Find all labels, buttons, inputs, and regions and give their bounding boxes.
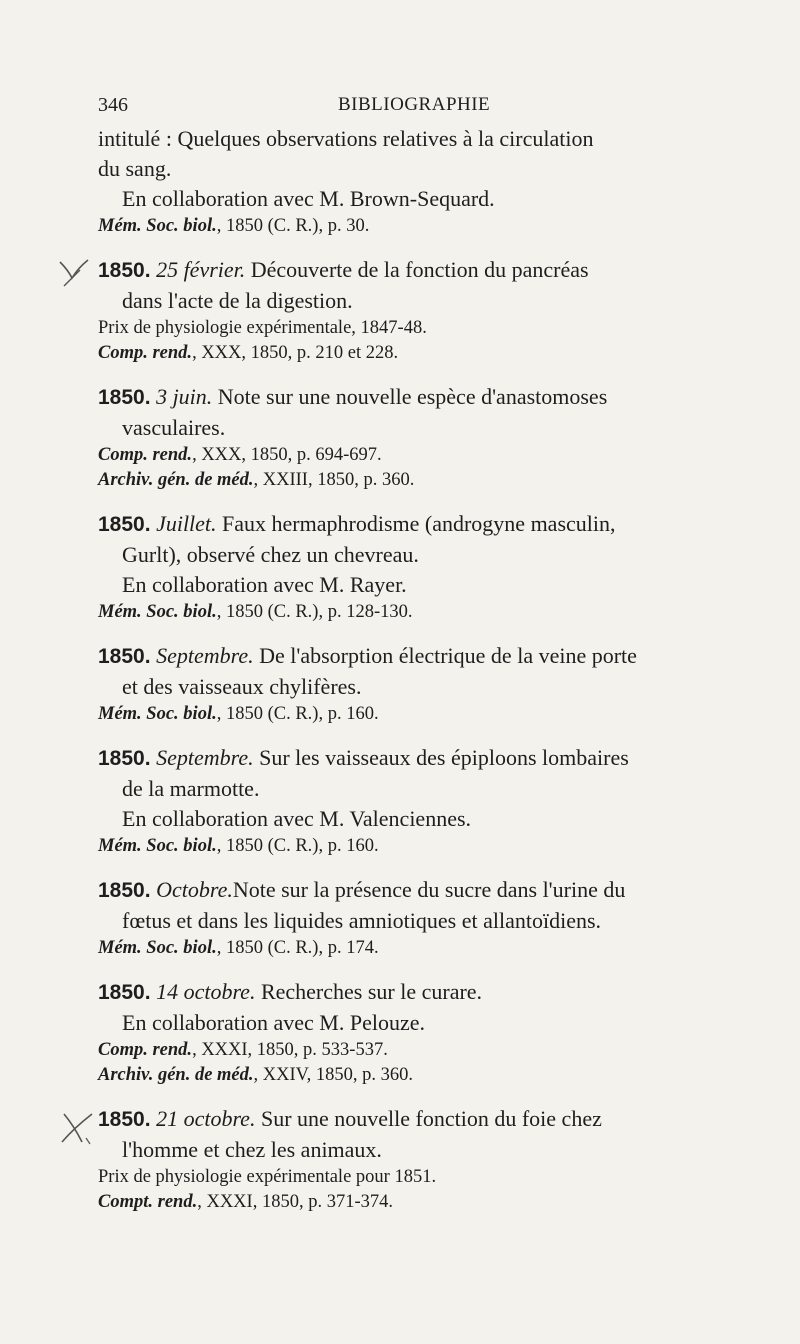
reference: Archiv. gén. de méd., XXIV, 1850, p. 360. [98,1065,413,1085]
bibliography-entry: 1850. Juillet. Faux hermaphrodisme (androgyne masculin, Gurlt), observé chez un chevreau. En collaboration avec M. Rayer. Mém. Soc. biol., 1850 (C. R.), p. 128-130. [98,509,728,625]
pencil-cross-mark-icon [56,1108,98,1150]
entry-date: Octobre. [156,877,233,902]
intro-line: du sang. [98,156,172,181]
reference: Compt. rend., XXXI, 1850, p. 371-374. [98,1192,393,1212]
bibliography-entry: 1850. Septembre. Sur les vaisseaux des épiploons lombaires de la marmotte. En collaboration avec M. Valenciennes. Mém. Soc. biol., 1850 (C. R.), p. 160. [98,743,728,859]
bibliography-entry: 1850. Octobre.Note sur la présence du sucre dans l'urine du fœtus et dans les liquides amniotiques et allantoïdiens. Mém. Soc. biol., 1850 (C. R.), p. 174. [98,875,728,961]
reference: Mém. Soc. biol., 1850 (C. R.), p. 174. [98,938,379,958]
entry-year: 1850. [98,513,151,536]
pencil-check-mark-icon [54,256,94,292]
reference: Mém. Soc. biol., 1850 (C. R.), p. 160. [98,704,379,724]
reference: Comp. rend., XXXI, 1850, p. 533-537. [98,1040,388,1060]
entry-year: 1850. [98,259,151,282]
entry-year: 1850. [98,981,151,1004]
entry-year: 1850. [98,1108,151,1131]
reference: Archiv. gén. de méd., XXIII, 1850, p. 360. [98,470,415,490]
entry-date: Septembre. [156,643,254,668]
entry-year: 1850. [98,645,151,668]
reference: Comp. rend., XXX, 1850, p. 694-697. [98,445,382,465]
bibliography-entry: 1850. Septembre. De l'absorption électrique de la veine porte et des vaisseaux chylifères. Mém. Soc. biol., 1850 (C. R.), p. 160. [98,641,728,727]
bibliography-entry: 1850. 3 juin. Note sur une nouvelle espèce d'anastomoses vasculaires. Comp. rend., XXX, 1850, p. 694-697. Archiv. gén. de méd., XXIII, 1850, p. 360. [98,382,728,493]
reference: Mém. Soc. biol., 1850 (C. R.), p. 128-130. [98,602,413,622]
entry-year: 1850. [98,386,151,409]
entry-date: 3 juin. [156,384,213,409]
entry-date: 25 février. [156,257,246,282]
bibliography-entry: 1850. 14 octobre. Recherches sur le curare. En collaboration avec M. Pelouze. Comp. rend., XXXI, 1850, p. 533-537. Archiv. gén. de méd., XXIV, 1850, p. 360. [98,977,728,1088]
entry-year: 1850. [98,879,151,902]
reference: Mém. Soc. biol., 1850 (C. R.), p. 160. [98,836,379,856]
bibliography-entry: 1850. 21 octobre. Sur une nouvelle fonction du foie chez l'homme et chez les animaux. Prix de physiologie expérimentale pour 1851. Compt. rend., XXXI, 1850, p. 371-374. [98,1104,728,1215]
reference: Prix de physiologie expérimentale, 1847-48. [98,318,427,338]
intro-line: En collaboration avec M. Brown-Sequard. [122,186,495,211]
running-title: BIBLIOGRAPHIE [338,94,491,115]
entry-date: 14 octobre. [156,979,256,1004]
bibliography-content [98,124,728,1215]
page-number: 346 [98,94,128,116]
entry-date: 21 octobre. [156,1106,256,1131]
reference: Prix de physiologie expérimentale pour 1851. [98,1167,437,1187]
entry-date: Juillet. [156,511,217,536]
journal-title: Mém. Soc. biol. [98,216,217,236]
bibliography-entry: 1850. 25 février. Découverte de la fonction du pancréas dans l'acte de la digestion. Prix de physiologie expérimentale, 1847-48. Comp. rend., XXX, 1850, p. 210 et 228. [98,255,728,366]
intro-line: intitulé : Quelques observations relatives à la circulation [98,126,594,151]
reference: Comp. rend., XXX, 1850, p. 210 et 228. [98,343,399,363]
page-header [84,94,704,118]
entry-date: Septembre. [156,745,254,770]
reference: Mém. Soc. biol., 1850 (C. R.), p. 30. [98,216,370,236]
entry-year: 1850. [98,747,151,770]
